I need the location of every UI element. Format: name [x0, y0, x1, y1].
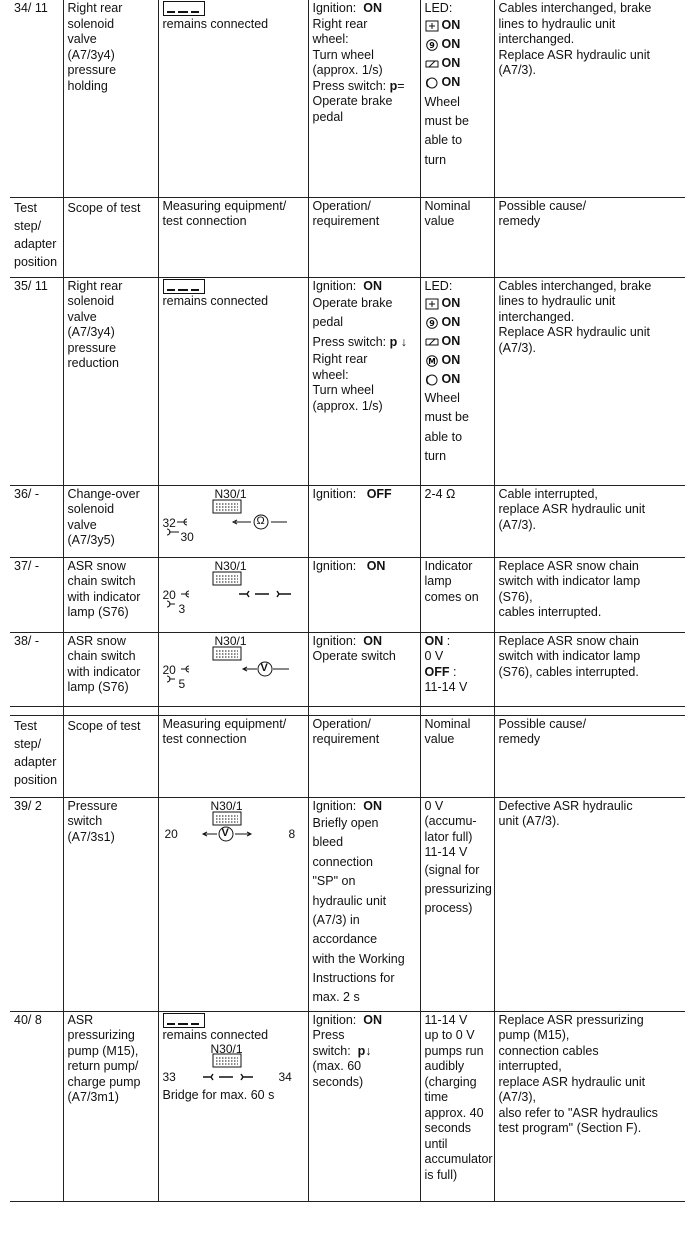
- header-operation: Operation/ requirement: [308, 197, 420, 277]
- nominal-cell: LED: ON 9 ON ON M ON ON Wheel must be able to turn: [420, 277, 494, 485]
- operation-cell: Ignition: ON Operate brake pedal Press switch: p ↓ Right rear wheel: Turn wheel (approx. 1/s): [308, 277, 420, 485]
- test-table: [10, 0, 685, 1202]
- header-operation: Operation/ requirement: [308, 715, 420, 797]
- cause-cell: Cable interrupted, replace ASR hydraulic unit (A7/3).: [494, 485, 685, 557]
- table-row: [10, 0, 685, 197]
- header-step: Test step/ adapter position: [10, 197, 63, 277]
- operation-cell: Ignition: ON Briefly open bleed connection "SP" on hydraulic unit (A7/3) in accordance with the Working Instructions for max. 2 s: [308, 797, 420, 1011]
- pin-label: 20: [162, 587, 176, 602]
- wheel-icon: [425, 317, 439, 329]
- cause-cell: Replace ASR snow chain switch with indicator lamp (S76), cables interrupted.: [494, 557, 685, 632]
- table-row: [10, 485, 685, 557]
- table-row: [10, 797, 685, 1011]
- header-scope: Scope of test: [63, 715, 158, 797]
- pin-label: 3: [178, 601, 186, 616]
- step-cell: 35/ 11: [10, 277, 63, 485]
- equipment-cell: remains connected: [158, 277, 308, 485]
- connection-diagram: [163, 559, 304, 619]
- connector-label: N30/1: [214, 558, 247, 573]
- scope-cell: ASR pressurizing pump (M15), return pump/ charge pump (A7/3m1): [63, 1011, 158, 1201]
- tester-icon: [163, 1013, 205, 1028]
- cause-cell: Cables interchanged, brake lines to hydraulic unit interchanged. Replace ASR hydraulic unit (A7/3).: [494, 277, 685, 485]
- voltmeter-symbol: V: [260, 661, 268, 674]
- step-cell: 39/ 2: [10, 797, 63, 1011]
- step-cell: 38/ -: [10, 632, 63, 706]
- cause-cell: Replace ASR pressurizing pump (M15), connection cables interrupted, replace ASR hydraulic unit (A7/3), also refer to "ASR hydraulics test program" (Section F).: [494, 1011, 685, 1201]
- table-header-row: [10, 197, 685, 277]
- display-test-icon: [425, 20, 439, 32]
- pressure-icon: [425, 374, 439, 386]
- pin-label: 8: [288, 826, 296, 841]
- step-cell: 37/ -: [10, 557, 63, 632]
- table-spacer-row: [10, 706, 685, 715]
- header-scope: Scope of test: [63, 197, 158, 277]
- pin-label: 20: [162, 662, 176, 677]
- step-cell: 34/ 11: [14, 1, 48, 15]
- tester-icon: [163, 279, 205, 294]
- connection-diagram: [163, 799, 304, 859]
- scope-cell: Right rear solenoid valve (A7/3y4) pressure holding: [63, 0, 158, 197]
- operation-cell: Ignition: ON Right rear wheel: Turn wheel (approx. 1/s) Press switch: p= Operate brake pedal: [308, 0, 420, 197]
- nominal-cell: Indicator lamp comes on: [420, 557, 494, 632]
- operation-cell: Ignition: ON: [308, 557, 420, 632]
- equipment-cell: [158, 632, 308, 706]
- motor-icon: [425, 355, 439, 367]
- table-row: [10, 1011, 685, 1201]
- header-nominal: Nominal value: [420, 197, 494, 277]
- cause-cell: Cables interchanged, brake lines to hydraulic unit interchanged. Replace ASR hydraulic unit (A7/3).: [494, 0, 685, 197]
- valve-icon: [425, 336, 439, 348]
- connector-label: N30/1: [214, 633, 247, 648]
- equipment-cell: [158, 797, 308, 1011]
- step-cell: 40/ 8: [10, 1011, 63, 1201]
- ohmmeter-symbol: Ω: [256, 514, 265, 527]
- equipment-cell: [158, 557, 308, 632]
- scope-cell: ASR snow chain switch with indicator lamp (S76): [63, 632, 158, 706]
- nominal-cell: 0 V (accumu- lator full) 11-14 V (signal for pressurizing process): [420, 797, 494, 1011]
- bridge-note: Bridge for max. 60 s: [162, 1087, 275, 1102]
- pin-label: 20: [164, 826, 178, 841]
- wheel-icon: [425, 39, 439, 51]
- connection-diagram: [162, 1041, 304, 1088]
- pin-label: 30: [180, 529, 194, 544]
- pin-label: 32: [162, 515, 176, 530]
- header-cause: Possible cause/ remedy: [494, 715, 685, 797]
- header-equipment: Measuring equipment/ test connection: [158, 197, 308, 277]
- pressure-icon: [425, 77, 439, 89]
- scope-cell: Pressure switch (A7/3s1): [63, 797, 158, 1011]
- nominal-cell: ON : 0 V OFF : 11-14 V: [420, 632, 494, 706]
- equipment-cell: remains connected N30/1 33 34 Bridge for max. 60 s: [158, 1011, 308, 1201]
- equipment-cell: [158, 485, 308, 557]
- header-equipment: Measuring equipment/ test connection: [158, 715, 308, 797]
- connector-label: N30/1: [214, 486, 247, 501]
- table-row: [10, 557, 685, 632]
- nominal-cell: 11-14 V up to 0 V pumps run audibly (charging time approx. 40 seconds until accumulator is full): [420, 1011, 494, 1201]
- table-row: [10, 277, 685, 485]
- svg-text:M: M: [427, 356, 436, 366]
- cause-cell: Defective ASR hydraulic unit (A7/3).: [494, 797, 685, 1011]
- equipment-cell: remains connected: [158, 0, 308, 197]
- svg-text:9: 9: [428, 41, 435, 50]
- header-nominal: Nominal value: [420, 715, 494, 797]
- header-step: Test step/ adapter position: [10, 715, 63, 797]
- nominal-cell: LED: ON 9 ON ON ON Wheel must be able to turn: [420, 0, 494, 197]
- pin-label: 5: [178, 676, 186, 691]
- connector-label: N30/1: [210, 798, 243, 813]
- table-header-row: [10, 715, 685, 797]
- pin-label: 34: [278, 1069, 292, 1084]
- step-cell: 36/ -: [10, 485, 63, 557]
- scope-cell: ASR snow chain switch with indicator lamp (S76): [63, 557, 158, 632]
- svg-text:9: 9: [428, 318, 435, 328]
- tester-icon: [163, 1, 205, 16]
- nominal-cell: 2-4 Ω: [420, 485, 494, 557]
- operation-cell: Ignition: ON Press switch: p↓ (max. 60 seconds): [308, 1011, 420, 1201]
- connector-label: N30/1: [210, 1041, 243, 1056]
- header-cause: Possible cause/ remedy: [494, 197, 685, 277]
- scope-cell: Change-over solenoid valve (A7/3y5): [63, 485, 158, 557]
- voltmeter-symbol: V: [221, 826, 229, 839]
- operation-cell: Ignition: ON Operate switch: [308, 632, 420, 706]
- cause-cell: Replace ASR snow chain switch with indicator lamp (S76), cables interrupted.: [494, 632, 685, 706]
- pin-label: 33: [162, 1069, 176, 1084]
- scope-cell: Right rear solenoid valve (A7/3y4) pressure reduction: [63, 277, 158, 485]
- connection-diagram: [163, 487, 304, 547]
- display-test-icon: [425, 298, 439, 310]
- table-row: [10, 632, 685, 706]
- valve-icon: [425, 58, 439, 70]
- connection-diagram: [163, 634, 304, 694]
- operation-cell: Ignition: OFF: [308, 485, 420, 557]
